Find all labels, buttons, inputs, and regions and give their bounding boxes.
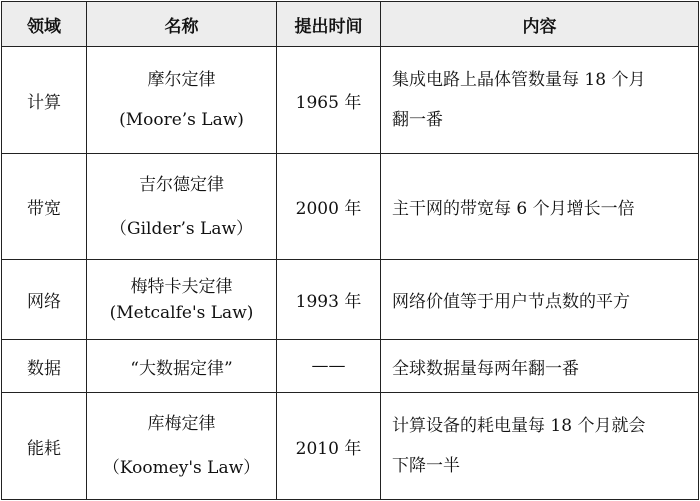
name-en: (Moore’s Law) xyxy=(119,110,244,130)
content-line-2: 下降一半 xyxy=(392,456,460,476)
name-en: （Koomey's Law） xyxy=(102,458,261,478)
name-cn: 梅特卡夫定律 xyxy=(130,276,233,297)
cell-content: 全球数据量每两年翻一番 xyxy=(381,340,699,393)
cell-year: 2000 年 xyxy=(277,154,381,260)
header-year: 提出时间 xyxy=(277,2,381,47)
content-line-1: 集成电路上晶体管数量每 18 个月 xyxy=(392,70,646,90)
cell-name xyxy=(87,393,277,500)
header-row xyxy=(2,2,699,47)
name-cn: 摩尔定律 xyxy=(147,70,216,90)
header-content: 内容 xyxy=(381,2,699,47)
table-row xyxy=(2,260,699,340)
cell-domain: 带宽 xyxy=(2,154,87,260)
cell-name xyxy=(87,154,277,260)
header-name: 名称 xyxy=(87,2,277,47)
laws-table xyxy=(1,1,699,500)
cell-domain: 计算 xyxy=(2,47,87,154)
header-domain: 领域 xyxy=(2,2,87,47)
table-row xyxy=(2,393,699,500)
cell-domain: 能耗 xyxy=(2,393,87,500)
table-row xyxy=(2,154,699,260)
cell-year: —— xyxy=(277,340,381,393)
name-cn: 库梅定律 xyxy=(147,414,216,434)
cell-domain: 网络 xyxy=(2,260,87,340)
cell-year: 2010 年 xyxy=(277,393,381,500)
cell-name: “大数据定律” xyxy=(87,340,277,393)
cell-domain: 数据 xyxy=(2,340,87,393)
cell-content xyxy=(381,393,699,500)
cell-name xyxy=(87,260,277,340)
name-en: (Metcalfe's Law) xyxy=(109,302,254,323)
cell-content: 主干网的带宽每 6 个月增长一倍 xyxy=(381,154,699,260)
cell-year: 1965 年 xyxy=(277,47,381,154)
content-line-1: 计算设备的耗电量每 18 个月就会 xyxy=(392,416,646,436)
table-row xyxy=(2,47,699,154)
name-cn: 吉尔德定律 xyxy=(139,174,224,195)
content-line-2: 翻一番 xyxy=(392,110,443,130)
cell-year: 1993 年 xyxy=(277,260,381,340)
cell-content xyxy=(381,47,699,154)
cell-name xyxy=(87,47,277,154)
table-row xyxy=(2,340,699,393)
cell-content: 网络价值等于用户节点数的平方 xyxy=(381,260,699,340)
name-en: （Gilder’s Law） xyxy=(109,218,254,239)
